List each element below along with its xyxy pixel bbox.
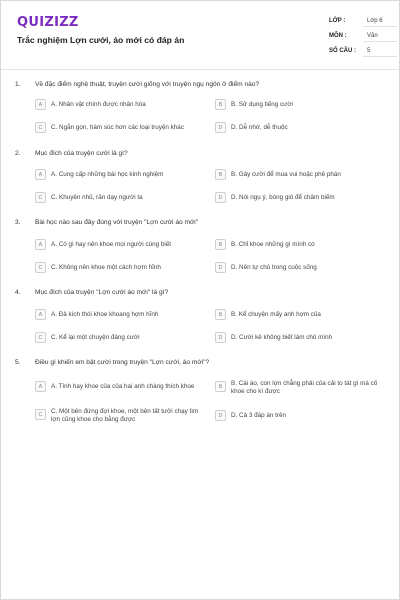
meta-value: Lớp 6 — [363, 15, 397, 27]
option-letter: B — [215, 99, 226, 110]
option-a[interactable] — [35, 99, 210, 113]
question-number: 4. — [15, 289, 21, 296]
option-text: B. Chỉ khoe những gì mình có — [231, 240, 315, 248]
option-letter: C — [35, 262, 46, 273]
meta-value: 5 — [363, 45, 397, 57]
option-text: C. Ngắn gọn, hàm súc hơn các loại truyện khác — [51, 123, 184, 131]
question-number: 3. — [15, 219, 21, 226]
option-text: A. Tính hay khoe của của hai anh chàng thích khoe — [51, 382, 195, 390]
meta-key: MÔN : — [329, 33, 347, 39]
question-number: 1. — [15, 81, 21, 88]
option-d[interactable] — [215, 122, 387, 136]
option-b[interactable] — [215, 378, 387, 400]
meta-row-class — [329, 15, 399, 30]
option-text: B. Gây cười để mua vui hoặc phê phán — [231, 170, 341, 178]
option-text: A. Cung cấp những bài học kinh nghiệm — [51, 170, 164, 178]
option-text: A. Có gì hay nên khoe mọi người cùng biết — [51, 240, 172, 248]
option-letter: A — [35, 239, 46, 250]
option-a[interactable] — [35, 309, 210, 323]
option-b[interactable] — [215, 99, 387, 113]
option-letter: B — [215, 309, 226, 320]
option-text: C. Kể lại một chuyện đáng cười — [51, 333, 140, 341]
question-text: Mục đích của truyện cười là gì? — [35, 150, 128, 157]
question-text: Bài học nào sau đây đúng với truyện "Lợn cưới áo mới" — [35, 219, 199, 226]
option-letter: D — [215, 122, 226, 133]
option-text: C. Khuyên nhủ, răn dạy người ta — [51, 193, 143, 201]
option-text: D. Nói ngụ ý, bóng gió để châm biếm — [231, 193, 335, 201]
option-a[interactable] — [35, 169, 210, 183]
option-letter: C — [35, 122, 46, 133]
option-c[interactable] — [35, 192, 210, 206]
worksheet-header — [15, 13, 387, 63]
option-text: B. Cái áo, con lợn chẳng phải của cải to tát gì mà cố khoe cho kì được — [231, 379, 378, 395]
option-letter: B — [215, 381, 226, 392]
option-c[interactable] — [35, 406, 210, 428]
option-d[interactable] — [215, 192, 387, 206]
option-text: D. Dễ nhớ, dễ thuộc — [231, 123, 288, 131]
option-d[interactable] — [215, 410, 387, 424]
option-letter: D — [215, 332, 226, 343]
quizizz-logo: QUIZIZZ — [17, 15, 79, 30]
option-text: D. Nên tự chủ trong cuộc sống — [231, 263, 317, 271]
option-letter: C — [35, 332, 46, 343]
page-title: Trắc nghiệm Lợn cưới, áo mới có đáp án — [17, 35, 185, 45]
question-text: Về đặc điểm nghệ thuật, truyện cười giống với truyện ngụ ngôn ở điểm nào? — [35, 81, 260, 88]
question-number: 5. — [15, 359, 21, 366]
meta-value: Văn — [363, 30, 397, 42]
meta-panel — [329, 15, 399, 60]
option-c[interactable] — [35, 262, 210, 276]
option-letter: B — [215, 169, 226, 180]
question-text: Điều gì khiến em bật cười trong truyện "Lợn cưới, áo mới"? — [35, 359, 210, 366]
option-d[interactable] — [215, 332, 387, 346]
option-letter: A — [35, 169, 46, 180]
option-a[interactable] — [35, 239, 210, 253]
option-letter: C — [35, 409, 46, 420]
meta-row-count — [329, 45, 399, 60]
option-letter: A — [35, 381, 46, 392]
question-text: Mục đích của truyện "Lợn cưới áo mới" là gì? — [35, 289, 169, 296]
option-b[interactable] — [215, 309, 387, 323]
option-letter: D — [215, 192, 226, 203]
option-text: D. Cả 3 đáp án trên — [231, 411, 286, 419]
option-letter: C — [35, 192, 46, 203]
option-text: C. Không nên khoe một cách hợm hĩnh — [51, 263, 161, 271]
option-text: A. Đả kích thói khoe khoang hợm hĩnh — [51, 310, 159, 318]
option-c[interactable] — [35, 122, 210, 136]
meta-row-subject — [329, 30, 399, 45]
option-text: C. Một bên đứng đợi khoe, một bên tất tưởi chạy tìm lợn cũng khoe cho bằng được — [51, 407, 199, 423]
option-b[interactable] — [215, 169, 387, 183]
option-text: B. Kể chuyện mấy anh hợm của — [231, 310, 321, 318]
option-letter: A — [35, 99, 46, 110]
option-letter: A — [35, 309, 46, 320]
option-c[interactable] — [35, 332, 210, 346]
option-letter: D — [215, 410, 226, 421]
option-letter: B — [215, 239, 226, 250]
question-number: 2. — [15, 150, 21, 157]
option-text: D. Cười kẻ không biết làm chủ mình — [231, 333, 333, 341]
option-text: A. Nhân vật chính được nhân hóa — [51, 100, 146, 108]
option-d[interactable] — [215, 262, 387, 276]
meta-key: LỚP : — [329, 18, 346, 24]
meta-key: SỐ CÂU : — [329, 48, 356, 54]
option-b[interactable] — [215, 239, 387, 253]
option-text: B. Sử dụng tiếng cười — [231, 100, 293, 108]
option-letter: D — [215, 262, 226, 273]
option-a[interactable] — [35, 381, 210, 395]
header-divider — [1, 69, 400, 70]
